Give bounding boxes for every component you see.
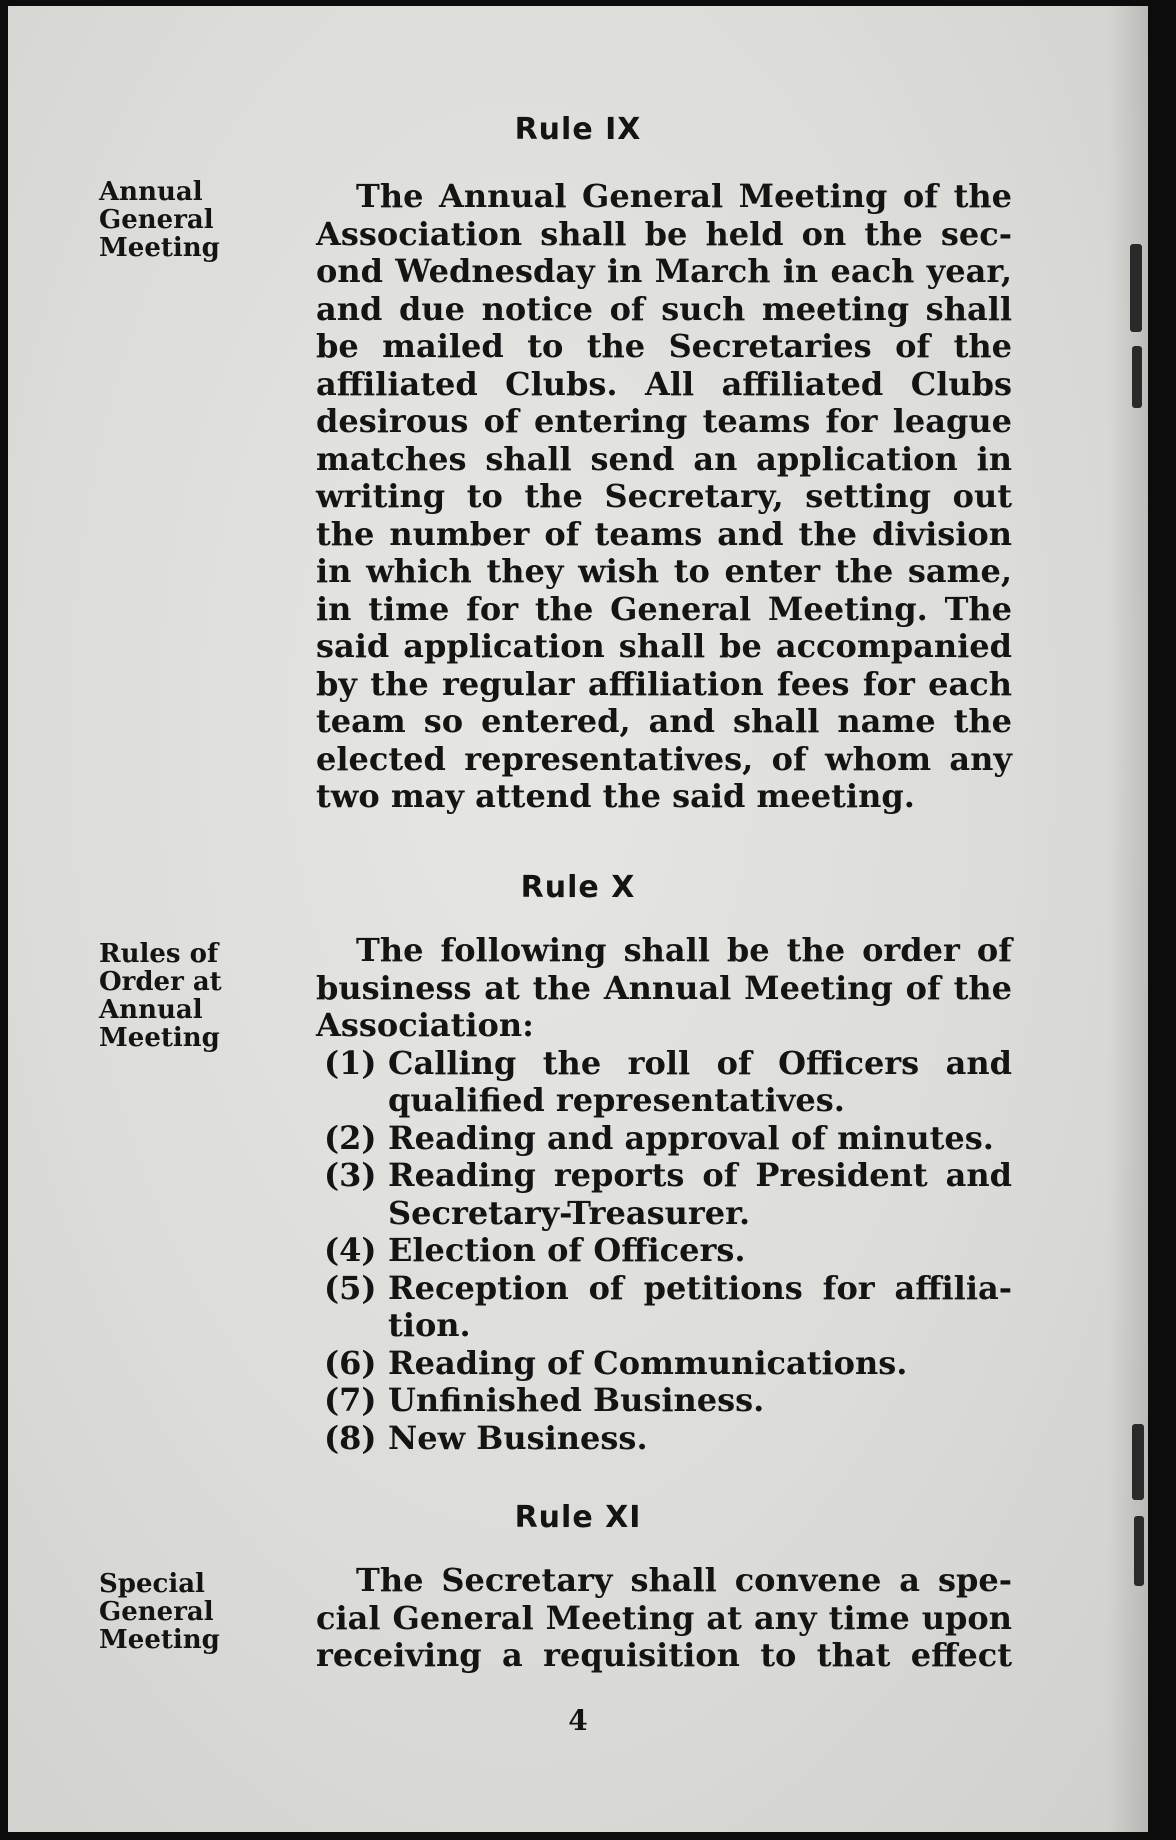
list-item-text: Calling the roll of Officers and <box>388 1043 1012 1082</box>
list-item-number: (1) <box>324 1043 377 1082</box>
text-line: writing to the Secretary, setting out <box>316 477 1012 515</box>
rule-x-heading: Rule X <box>520 870 636 905</box>
margin-note-line: Rules of <box>99 939 219 969</box>
list-item-text: qualified representatives. <box>388 1081 845 1119</box>
list-item-text: Secretary-Treasurer. <box>388 1193 751 1232</box>
margin-note-annual-general-meeting <box>99 178 249 262</box>
margin-note-line: Meeting <box>99 1023 220 1053</box>
rule-x-body <box>316 932 1012 1457</box>
text-line: elected representatives, of whom any <box>316 739 1012 778</box>
list-item-text: tion. <box>388 1306 471 1344</box>
document-page <box>8 6 1148 1832</box>
list-item <box>316 1345 1012 1383</box>
rule-ix-body <box>316 178 1012 816</box>
rule-xi-heading: Rule XI <box>514 1500 642 1535</box>
margin-note-line: General <box>99 205 214 235</box>
list-item-number: (5) <box>324 1268 377 1307</box>
text-line: ond Wednesday in March in each year, <box>316 252 1012 290</box>
list-item <box>316 1120 1012 1158</box>
rule-ix-heading: Rule IX <box>514 112 642 147</box>
binding-mark <box>1134 1516 1144 1586</box>
text-line: desirous of entering teams for league <box>316 402 1012 440</box>
text-line: the number of teams and the division <box>316 514 1012 553</box>
text-line: Association: <box>316 1006 534 1044</box>
list-item-text: Reception of petitions for affilia- <box>388 1268 1012 1307</box>
margin-note-special-general-meeting <box>99 1570 249 1654</box>
list-item <box>316 1270 1012 1345</box>
binding-mark <box>1130 244 1142 332</box>
text-line: The following shall be the order of <box>356 931 1012 969</box>
binding-mark <box>1132 346 1142 408</box>
list-item-number: (4) <box>324 1231 377 1269</box>
rule-xi-body <box>316 1562 1012 1675</box>
text-line: in time for the General Meeting. The <box>316 589 1012 628</box>
margin-note-line: Special <box>99 1569 205 1599</box>
list-item-text: Reading of Communications. <box>388 1343 908 1382</box>
text-line: said application shall be accompanied <box>316 627 1012 665</box>
margin-note-line: Meeting <box>99 233 220 263</box>
list-item <box>316 1382 1012 1420</box>
text-line: be mailed to the Secretaries of the <box>316 327 1012 365</box>
list-item <box>316 1045 1012 1120</box>
text-line: receiving a requisition to that effect <box>316 1636 1012 1674</box>
margin-note-line: Annual <box>99 995 203 1025</box>
margin-note-rules-of-order <box>99 940 249 1052</box>
list-item <box>316 1420 1012 1458</box>
text-line: The Annual General Meeting of the <box>356 177 1012 215</box>
list-item-number: (7) <box>324 1381 377 1419</box>
rule-x-paragraph <box>316 932 1012 1045</box>
list-item <box>316 1232 1012 1270</box>
text-line: team so entered, and shall name the <box>316 702 1012 740</box>
page-number: 4 <box>568 1704 588 1737</box>
list-item-text: New Business. <box>388 1418 648 1457</box>
text-line: Association shall be held on the sec- <box>316 214 1012 253</box>
binding-mark <box>1132 1424 1144 1500</box>
list-item-text: Unfinished Business. <box>388 1381 765 1419</box>
list-item-text: Election of Officers. <box>388 1231 746 1269</box>
margin-note-line: Meeting <box>99 1625 220 1655</box>
text-line: and due notice of such meeting shall <box>316 289 1012 328</box>
margin-note-line: Annual <box>99 177 203 207</box>
text-line: business at the Annual Meeting of the <box>316 968 1012 1007</box>
order-of-business-list <box>316 1045 1012 1458</box>
text-line: affiliated Clubs. All affiliated Clubs <box>316 364 1012 403</box>
text-line: cial General Meeting at any time upon <box>316 1598 1012 1637</box>
list-item-text: Reading and approval of minutes. <box>388 1118 994 1157</box>
text-line: The Secretary shall convene a spe- <box>356 1561 1012 1599</box>
text-line: matches shall send an application in <box>316 439 1012 478</box>
list-item-number: (3) <box>324 1156 377 1194</box>
rule-ix-paragraph <box>316 178 1012 816</box>
list-item <box>316 1157 1012 1232</box>
list-item-number: (6) <box>324 1343 377 1382</box>
margin-note-line: Order at <box>99 967 222 997</box>
list-item-number: (2) <box>324 1118 377 1157</box>
rule-xi-paragraph <box>316 1562 1012 1675</box>
text-line: in which they wish to enter the same, <box>316 552 1012 590</box>
margin-note-line: General <box>99 1597 214 1627</box>
text-line: two may attend the said meeting. <box>316 777 915 815</box>
text-line: by the regular affiliation fees for each <box>316 664 1012 703</box>
list-item-text: Reading reports of President and <box>388 1156 1012 1194</box>
list-item-number: (8) <box>324 1418 377 1457</box>
